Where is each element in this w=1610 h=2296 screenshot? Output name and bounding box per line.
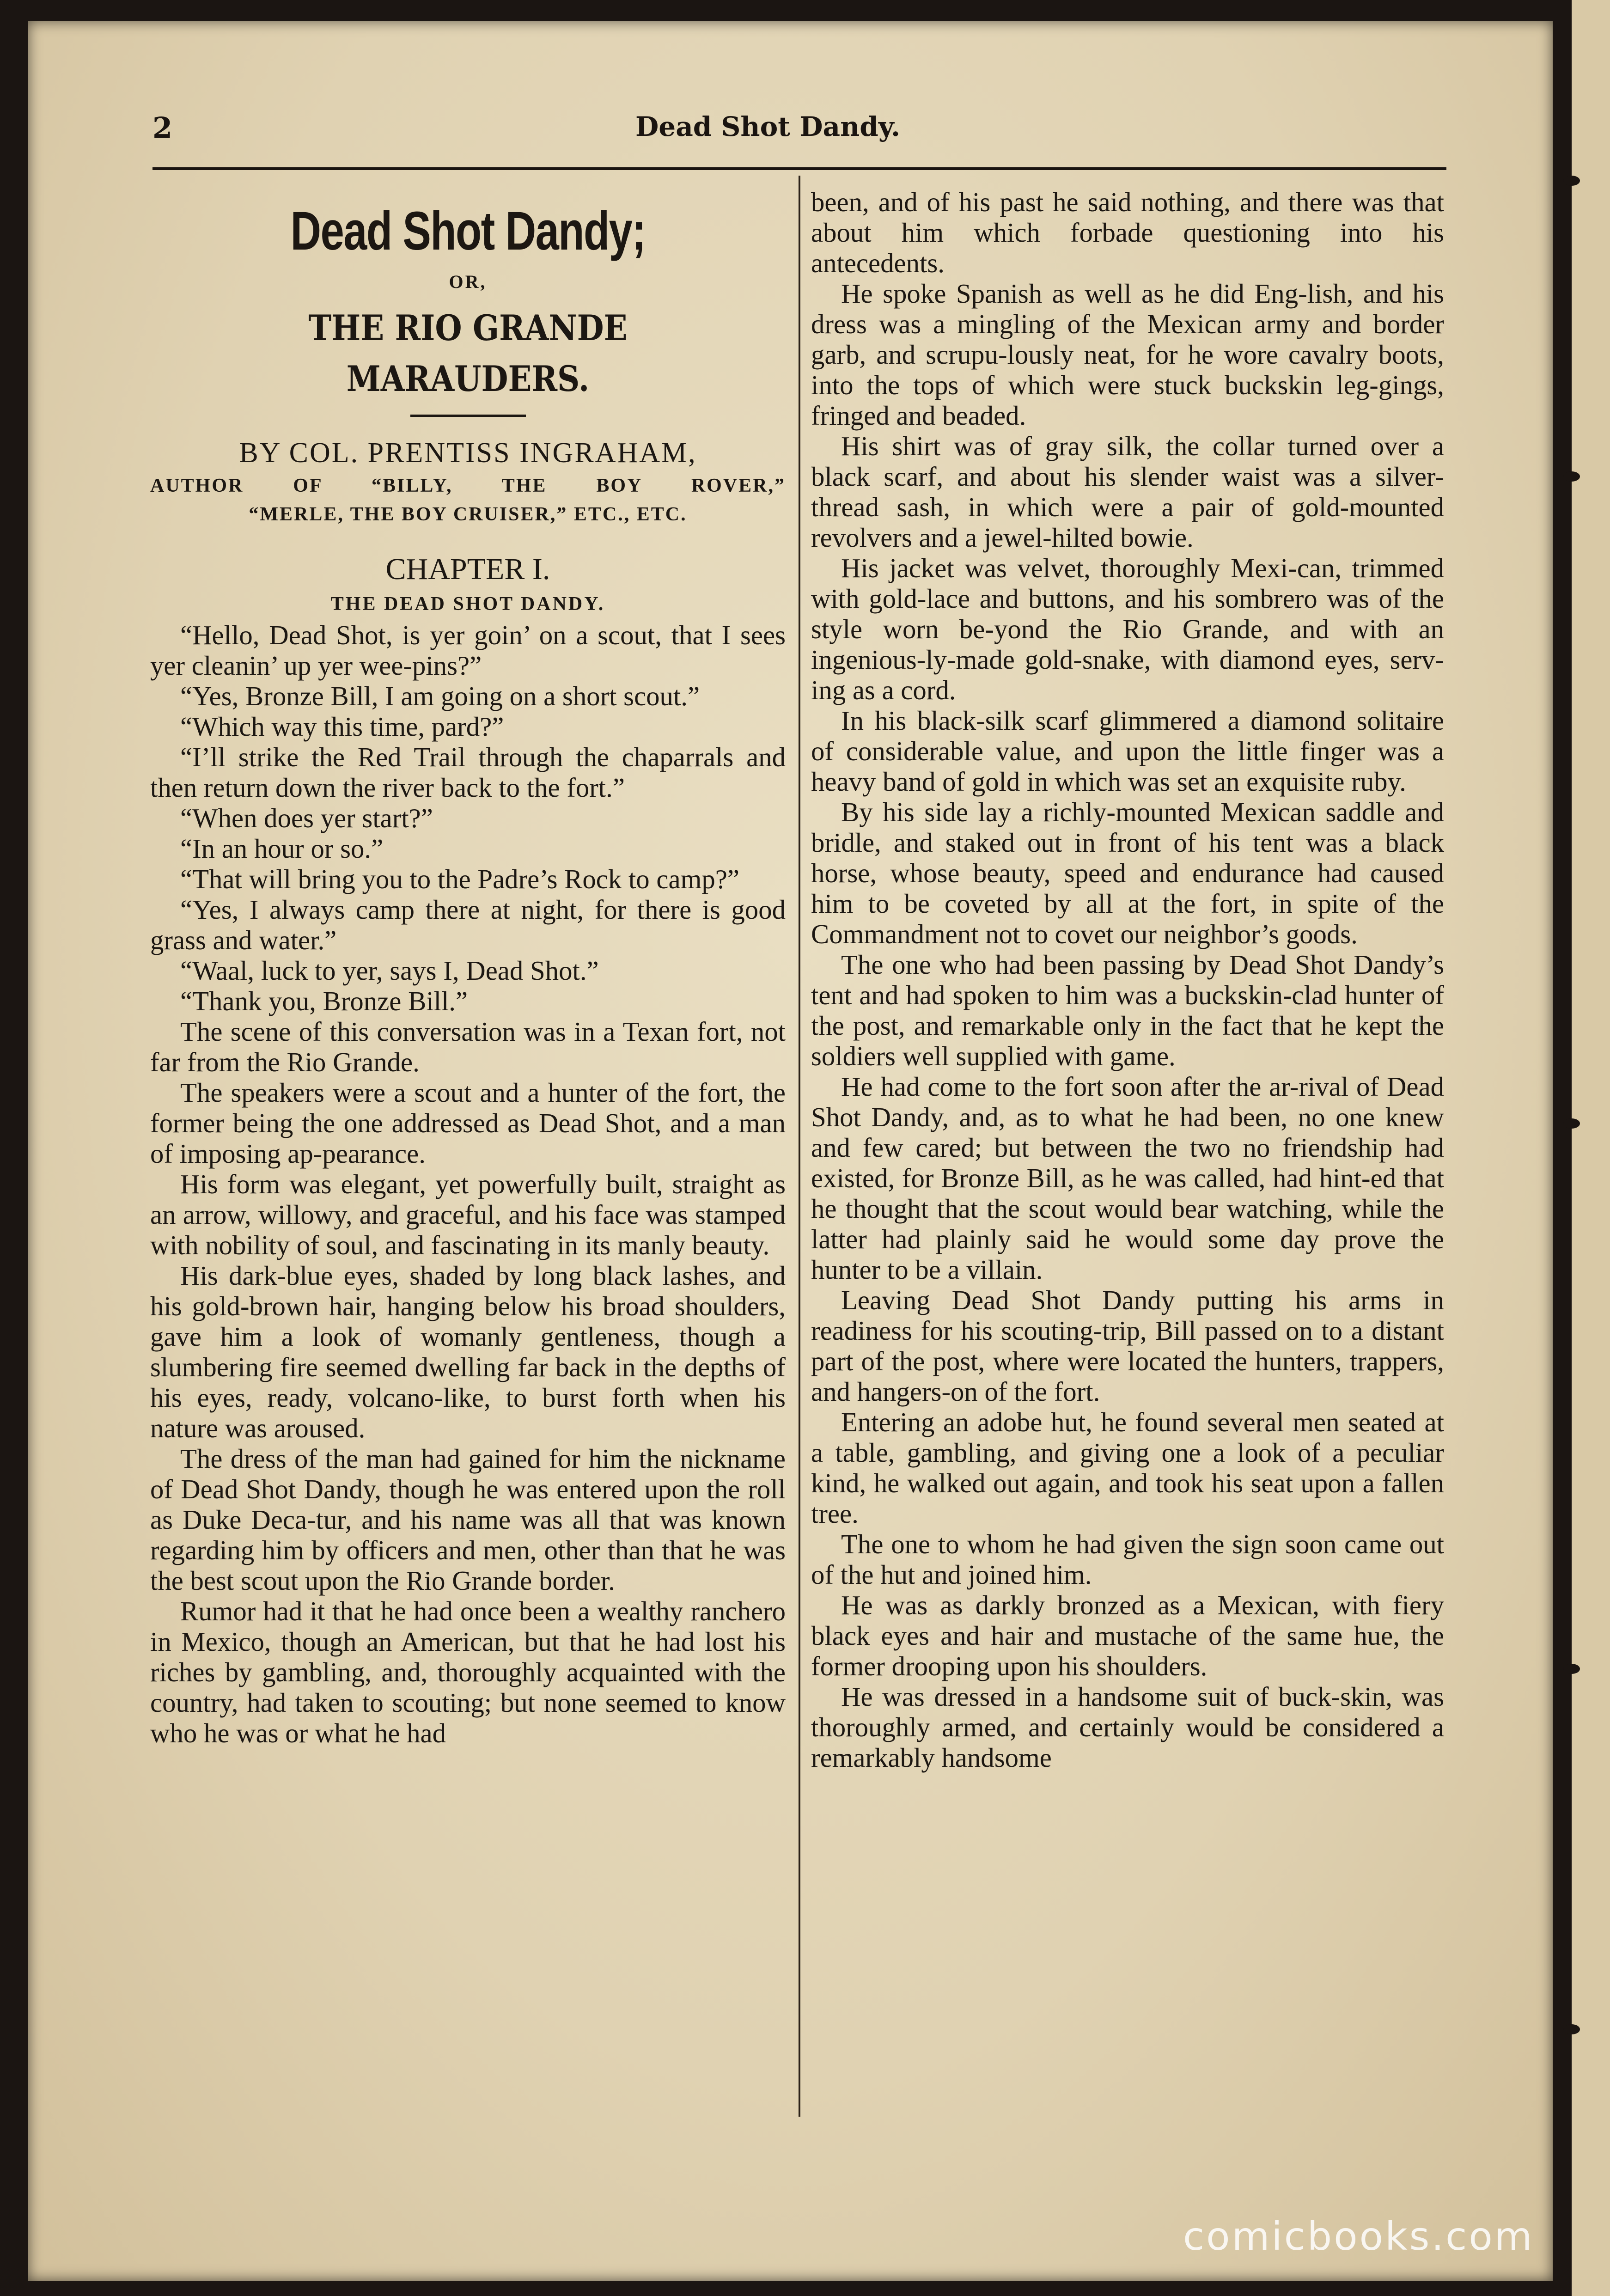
paragraph: His dark-blue eyes, shaded by long black lashes, and his gold-brown hair, hanging below his broad shoulders, gave him a look of womanly gentleness, though a slumbering fire seemed dwelling far back in the depths of his eyes, ready, volcano-like, to burst forth when his nature was aroused.: [150, 1261, 786, 1443]
paragraph: The scene of this conversation was in a Texan fort, not far from the Rio Grande.: [150, 1017, 786, 1077]
paragraph: His shirt was of gray silk, the collar turned over a black scarf, and about his slender waist was a silver-thread sash, in which were a pair of gold-mounted revolvers and a jewel-hilted bowie.: [811, 431, 1444, 553]
paragraph: In his black-silk scarf glimmered a diamond solitaire of considerable value, and upon the little finger was a heavy band of gold in which was set an exquisite ruby.: [811, 706, 1444, 797]
paragraph: He spoke Spanish as well as he did Eng-lish, and his dress was a mingling of the Mexican army and border garb, and scrupu-lously neat, for he wore cavalry boots, into the tops of which were stuck buckskin leg-gings, fringed and beaded.: [811, 279, 1444, 431]
paragraph: been, and of his past he said nothing, and there was that about him which forbade questioning into his antecedents.: [811, 187, 1444, 278]
paragraph: “When does yer start?”: [180, 803, 433, 833]
tear-mark: [1563, 2024, 1580, 2034]
left-column: [150, 187, 786, 1749]
tear-mark: [1563, 1664, 1580, 1674]
watermark: comicbooks.com: [1183, 2214, 1534, 2259]
paragraph: “In an hour or so.”: [180, 834, 384, 864]
paragraph: Rumor had it that he had once been a wealthy ranchero in Mexico, though an American, but that he had lost his riches by gambling, and, thoroughly acquainted with the country, had taken to scouting; but none seemed to know who he was or what he had: [150, 1596, 786, 1748]
tear-mark: [1563, 176, 1580, 186]
header-rule: [152, 167, 1446, 170]
paragraph: “Thank you, Bronze Bill.”: [180, 986, 468, 1016]
paragraph: The speakers were a scout and a hunter of the fort, the former being the one addressed as Dead Shot, and a man of imposing ap-pearance.: [150, 1078, 786, 1169]
paragraph: “Yes, I always camp there at night, for there is good grass and water.”: [150, 895, 786, 955]
author-credits-1: AUTHOR OF “BILLY, THE BOY ROVER,”: [150, 475, 786, 496]
title-rule: [410, 415, 526, 417]
paragraph: By his side lay a richly-mounted Mexican saddle and bridle, and staked out in front of his tent was a black horse, whose beauty, speed and endurance had caused him to be coveted by all at the fort, in spite of the Commandment not to covet our neighbor’s goods.: [811, 797, 1444, 949]
paragraph: Entering an adobe hut, he found several men seated at a table, gambling, and giving one a look of a peculiar kind, he walked out again, and took his seat upon a fallen tree.: [811, 1407, 1444, 1529]
paragraph: “I’ll strike the Red Trail through the chaparrals and then return down the river back to the fort.”: [150, 742, 786, 803]
paragraph: His form was elegant, yet powerfully built, straight as an arrow, willowy, and graceful, and his face was stamped with nobility of soul, and fascinating in its manly beauty.: [150, 1169, 786, 1260]
right-column: [811, 187, 1444, 1773]
running-title: Dead Shot Dandy.: [635, 111, 901, 142]
author-credits-2: “MERLE, THE BOY CRUISER,” ETC., ETC.: [249, 504, 687, 525]
paragraph: He had come to the fort soon after the ar-rival of Dead Shot Dandy, and, as to what he had been, no one knew and few cared; but between the two no friendship had existed, for Bronze Bill, as he was called, had hint-ed that he thought that the scout would bear watching, while the latter had plainly said he would some day prove the hunter to be a villain.: [811, 1072, 1444, 1285]
paragraph: “Waal, luck to yer, says I, Dead Shot.”: [180, 956, 599, 986]
story-subtitle: THE RIO GRANDE MARAUDERS.: [308, 307, 628, 399]
paragraph: The dress of the man had gained for him the nickname of Dead Shot Dandy, though he was entered upon the roll as Duke Deca-tur, and his name was all that was known regarding him by officers and men, other than that he was the best scout upon the Rio Grande border.: [150, 1444, 786, 1596]
chapter-heading: CHAPTER I.: [385, 552, 550, 586]
binding-edge: [1569, 0, 1610, 2296]
paragraph: Leaving Dead Shot Dandy putting his arms in readiness for his scouting-trip, Bill passed on to a distant part of the post, where were located the hunters, trappers, and hangers-on of the fort.: [811, 1285, 1444, 1407]
paragraph: “That will bring you to the Padre’s Rock to camp?”: [180, 864, 739, 894]
paragraph: His jacket was velvet, thoroughly Mexi-can, trimmed with gold-lace and buttons, and his sombrero was of the style worn be-yond the Rio Grande, and with an ingenious-ly-made gold-snake, with diamond eyes, serv-ing as a cord.: [811, 553, 1444, 705]
chapter-title: THE DEAD SHOT DANDY.: [330, 593, 605, 615]
left-column-text: [150, 620, 786, 1749]
tear-mark: [1563, 1118, 1580, 1129]
story-title: Dead Shot Dandy;: [290, 201, 646, 262]
tear-mark: [1563, 471, 1580, 482]
paragraph: “Yes, Bronze Bill, I am going on a short scout.”: [180, 681, 700, 711]
column-divider: [799, 176, 800, 2117]
title-or: OR,: [449, 271, 487, 292]
paragraph: He was dressed in a handsome suit of buck-skin, was thoroughly armed, and certainly would be considered a remarkably handsome: [811, 1682, 1444, 1773]
page-header: [152, 111, 1446, 148]
byline: BY COL. PRENTISS INGRAHAM,: [239, 437, 697, 469]
paragraph: The one to whom he had given the sign soon came out of the hut and joined him.: [811, 1529, 1444, 1590]
paragraph: “Which way this time, pard?”: [180, 712, 504, 742]
paragraph: The one who had been passing by Dead Shot Dandy’s tent and had spoken to him was a buckskin-clad hunter of the post, and remarkable only in the fact that he kept the soldiers well supplied with game.: [811, 950, 1444, 1071]
page-number: 2: [152, 111, 173, 145]
paragraph: He was as darkly bronzed as a Mexican, with fiery black eyes and hair and mustache of the same hue, the former drooping upon his shoulders.: [811, 1590, 1444, 1681]
paragraph: “Hello, Dead Shot, is yer goin’ on a scout, that I sees yer cleanin’ up yer wee-pins?”: [150, 620, 786, 681]
right-column-text: [811, 187, 1444, 1773]
